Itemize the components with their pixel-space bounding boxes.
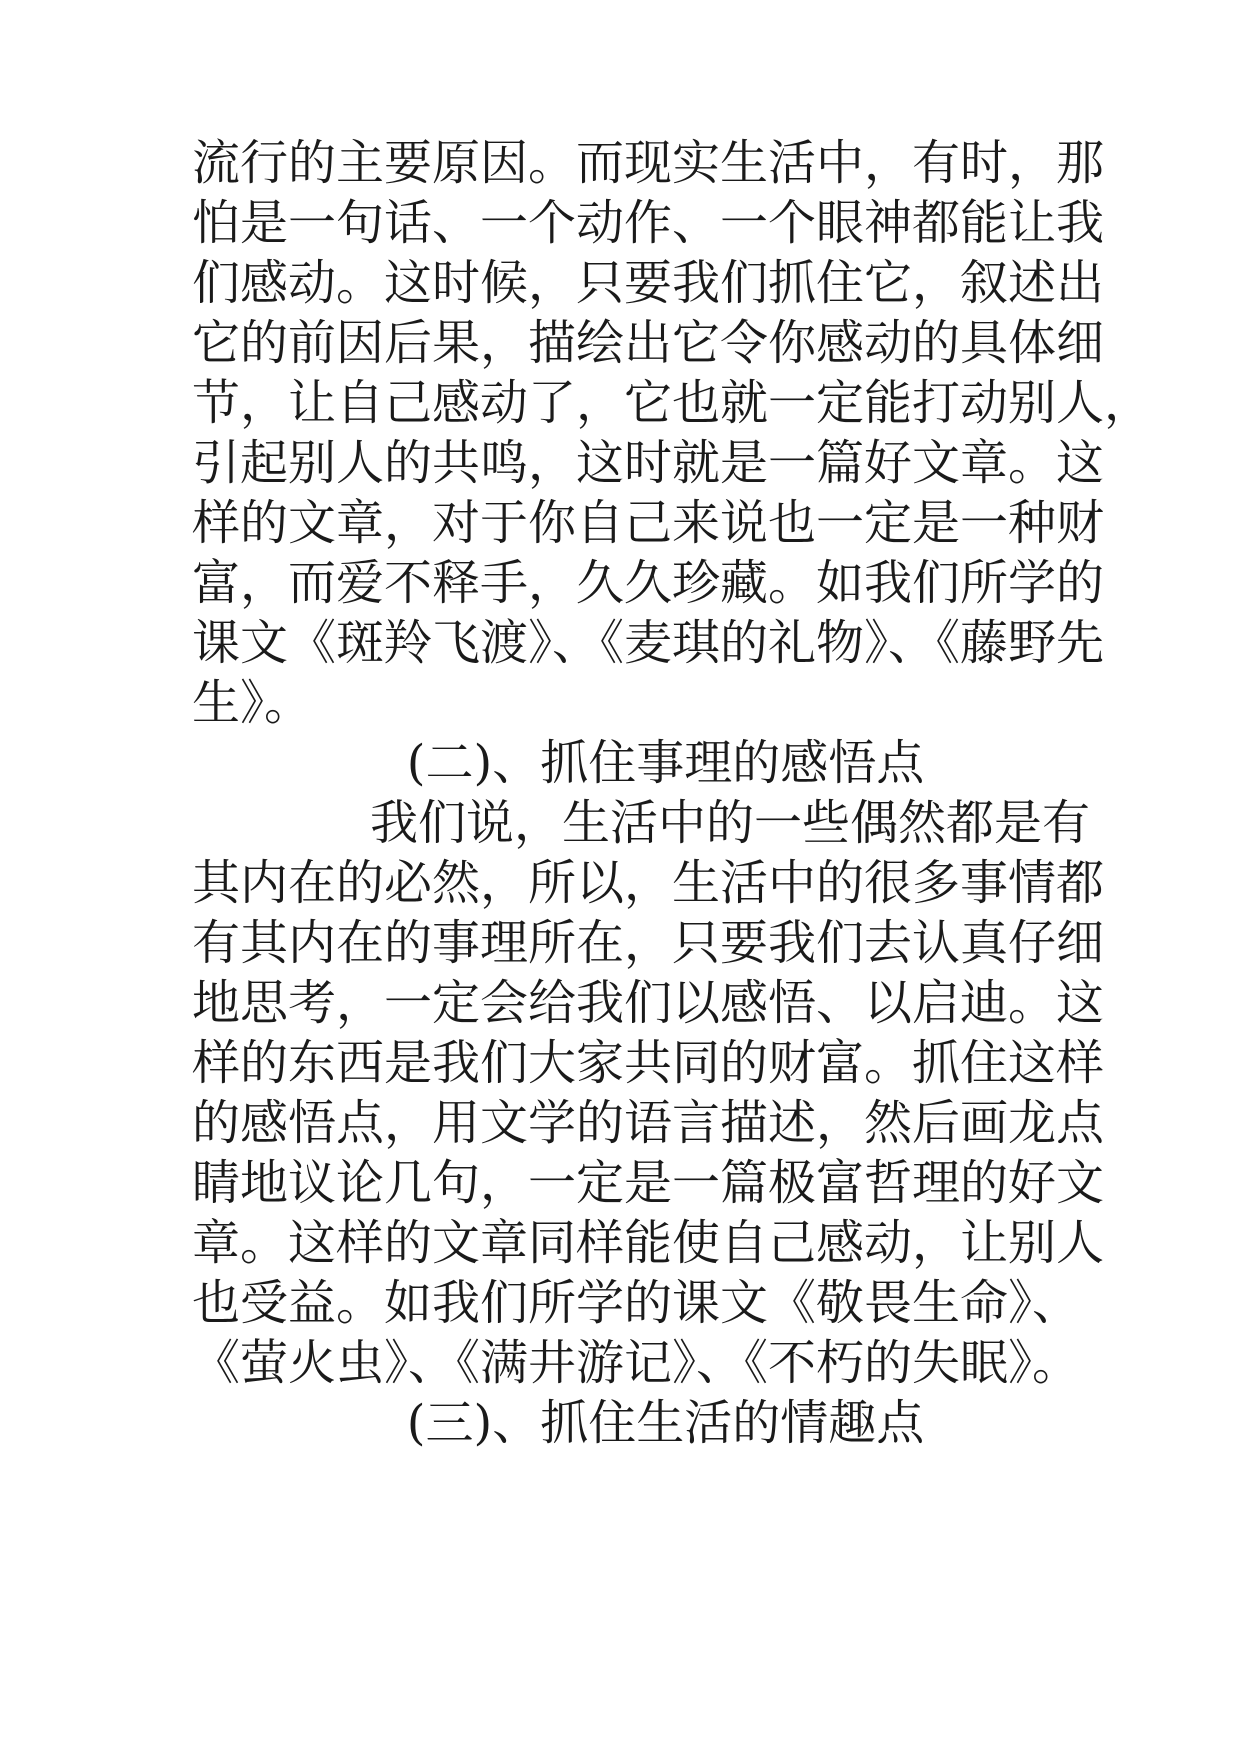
paragraph-line: 其内在的必然，所以，生活中的很多事情都 — [192, 855, 1105, 911]
paragraph-line: 课文《斑羚飞渡》、《麦琪的礼物》、《藤野先 — [192, 615, 1105, 671]
paragraph-line: 《萤火虫》、《满井游记》、《不朽的失眠》。 — [192, 1335, 1081, 1391]
paragraph-line: 有其内在的事理所在，只要我们去认真仔细 — [192, 915, 1105, 971]
paragraph-line: 引起别人的共鸣，这时就是一篇好文章。这 — [192, 435, 1105, 491]
paragraph-line: 们感动。这时候，只要我们抓住它，叙述出 — [192, 255, 1105, 311]
paragraph-line: 样的东西是我们大家共同的财富。抓住这样 — [192, 1035, 1105, 1091]
paragraph-line: 生》。 — [192, 675, 313, 731]
section-heading-3: (三)、抓住生活的情趣点 — [406, 1395, 925, 1451]
paragraph-line: 富，而爱不释手，久久珍藏。如我们所学的 — [192, 555, 1105, 611]
paragraph-line: 流行的主要原因。而现实生活中，有时，那 — [192, 135, 1105, 191]
paragraph-line: 样的文章，对于你自己来说也一定是一种财 — [192, 495, 1105, 551]
paragraph-line: 也受益。如我们所学的课文《敬畏生命》、 — [192, 1275, 1081, 1331]
paragraph-line: 节，让自己感动了，它也就一定能打动别人， — [192, 375, 1153, 431]
paragraph-line: 怕是一句话、一个动作、一个眼神都能让我 — [192, 195, 1105, 251]
paragraph-line: 章。这样的文章同样能使自己感动，让别人 — [192, 1215, 1105, 1271]
paragraph-line: 地思考，一定会给我们以感悟、以启迪。这 — [192, 975, 1105, 1031]
paragraph-line: 它的前因后果，描绘出它令你感动的具体细 — [192, 315, 1105, 371]
section-heading-2: (二)、抓住事理的感悟点 — [406, 735, 925, 791]
paragraph-line: 的感悟点，用文学的语言描述，然后画龙点 — [192, 1095, 1105, 1151]
paragraph-line: 我们说，生活中的一些偶然都是有 — [370, 795, 1091, 851]
paragraph-line: 睛地议论几句，一定是一篇极富哲理的好文 — [192, 1155, 1105, 1211]
